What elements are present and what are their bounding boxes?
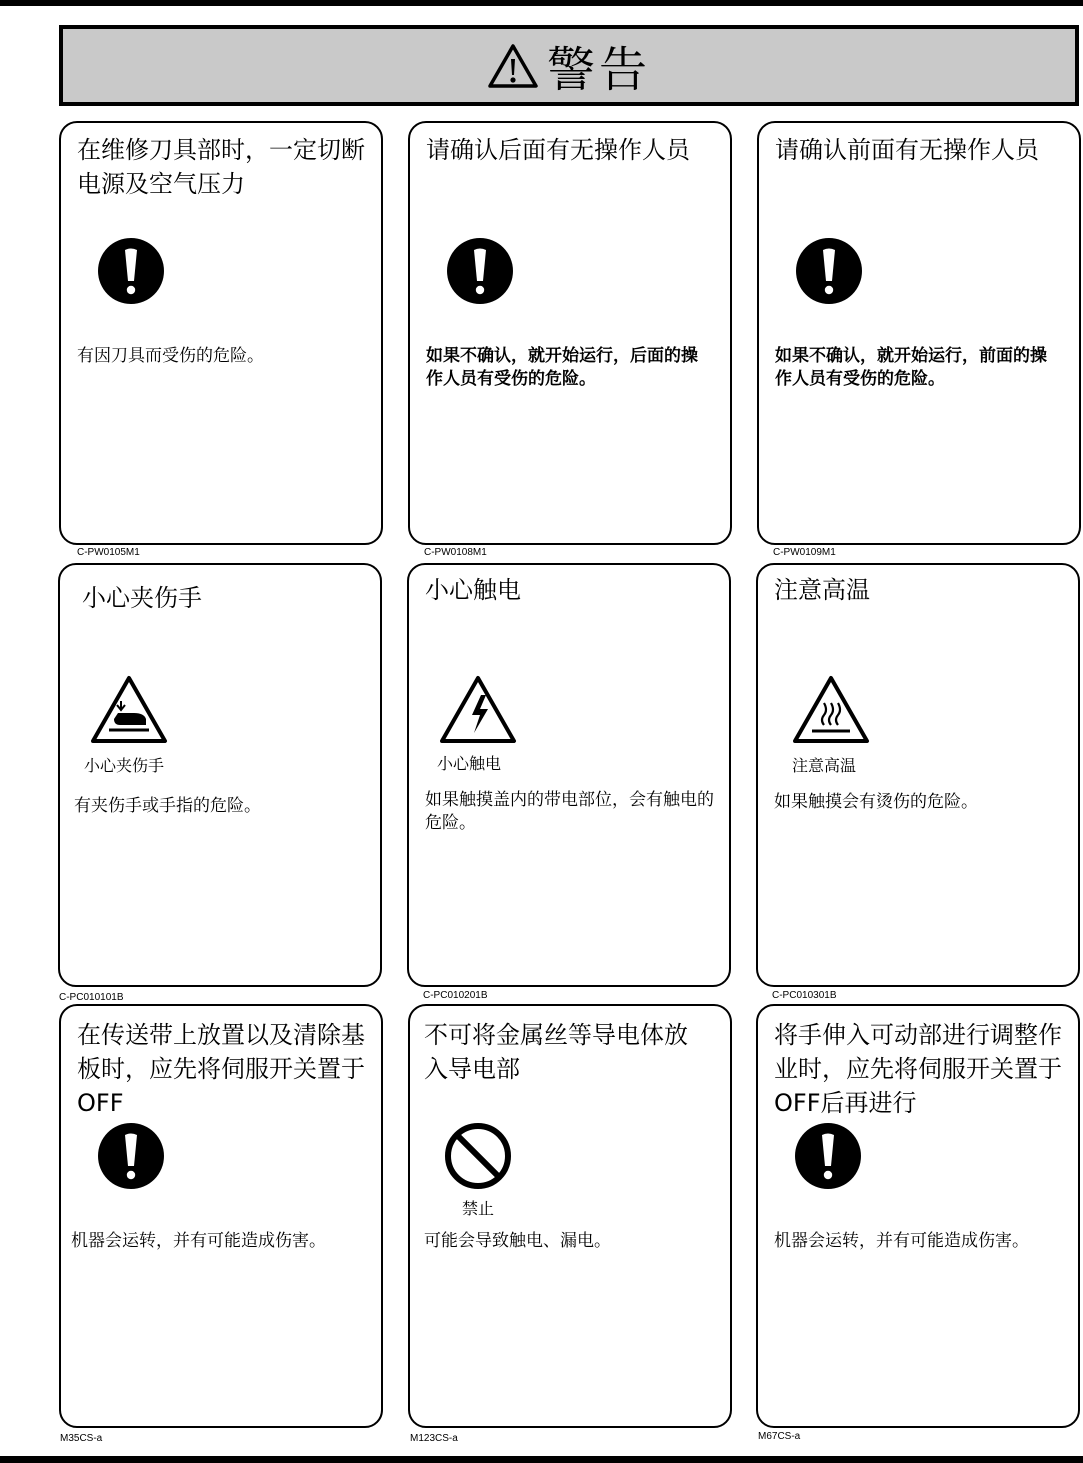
mandatory-action-icon: [794, 1122, 862, 1190]
electric-shock-warning-icon: [439, 675, 517, 745]
warning-triangle-icon: [487, 43, 539, 89]
warning-card-front-operator: [757, 121, 1081, 545]
icon-caption: 注意高温: [792, 756, 857, 775]
warning-card-conductor-prohibited: [408, 1004, 732, 1428]
card-code: C-PC010101B: [59, 992, 124, 1003]
warning-card-hand-crush: [58, 563, 382, 987]
card-description: 有夹伤手或手指的危险。: [74, 796, 261, 816]
card-description: 如果不确认，就开始运行，前面的操作人员有受伤的危险。: [775, 346, 1047, 389]
top-rule: [0, 0, 1083, 6]
warning-card-rear-operator: [408, 121, 732, 545]
bottom-rule: [0, 1456, 1083, 1463]
hot-surface-warning-icon: [792, 675, 870, 745]
warning-card-high-temperature: [756, 563, 1080, 987]
banner-title: 警告: [546, 42, 651, 98]
card-code: M35CS-a: [60, 1433, 103, 1444]
card-title: 注意高温: [774, 576, 870, 604]
card-code: M123CS-a: [410, 1433, 458, 1444]
card-description: 可能会导致触电、漏电。: [424, 1231, 611, 1251]
card-code: C-PW0109M1: [773, 547, 836, 558]
warning-card-electric-shock: [407, 563, 731, 987]
card-description: 有因刀具而受伤的危险。: [77, 346, 264, 366]
mandatory-action-icon: [795, 237, 863, 305]
icon-caption: 小心夹伤手: [84, 756, 165, 775]
card-title: 不可将金属丝等导电体放入导电部: [424, 1021, 688, 1083]
warning-card-conveyor-servo-off: [59, 1004, 383, 1428]
warning-card-cutter-maintenance: [59, 121, 383, 545]
card-description: 机器会运转，并有可能造成伤害。: [71, 1231, 326, 1251]
card-title: 小心触电: [425, 576, 521, 604]
card-title: 请确认后面有无操作人员: [426, 136, 690, 164]
card-title: 将手伸入可动部进行调整作业时，应先将伺服开关置于OFF后再进行: [774, 1021, 1062, 1117]
card-code: C-PW0108M1: [424, 547, 487, 558]
card-description: 如果不确认，就开始运行，后面的操作人员有受伤的危险。: [426, 346, 698, 389]
warning-card-adjustment-servo-off: [756, 1004, 1080, 1428]
mandatory-action-icon: [446, 237, 514, 305]
card-description: 机器会运转，并有可能造成伤害。: [774, 1231, 1029, 1251]
prohibition-icon: [444, 1122, 512, 1190]
icon-caption: 禁止: [462, 1199, 495, 1218]
card-description: 如果触摸盖内的带电部位，会有触电的危险。: [425, 790, 714, 833]
card-code: C-PC010201B: [423, 990, 488, 1001]
mandatory-action-icon: [97, 1122, 165, 1190]
card-title: 在传送带上放置以及清除基板时，应先将伺服开关置于OFF: [77, 1021, 365, 1117]
card-title: 小心夹伤手: [82, 584, 202, 612]
card-code: C-PC010301B: [772, 990, 837, 1001]
card-description: 如果触摸会有烫伤的危险。: [774, 792, 978, 812]
icon-caption: 小心触电: [437, 754, 502, 773]
card-title: 在维修刀具部时，一定切断电源及空气压力: [77, 136, 365, 198]
mandatory-action-icon: [97, 237, 165, 305]
warning-banner: [59, 25, 1079, 106]
card-code: M67CS-a: [758, 1431, 801, 1442]
card-code: C-PW0105M1: [77, 547, 140, 558]
hand-crush-warning-icon: [90, 675, 168, 745]
card-title: 请确认前面有无操作人员: [775, 136, 1039, 164]
